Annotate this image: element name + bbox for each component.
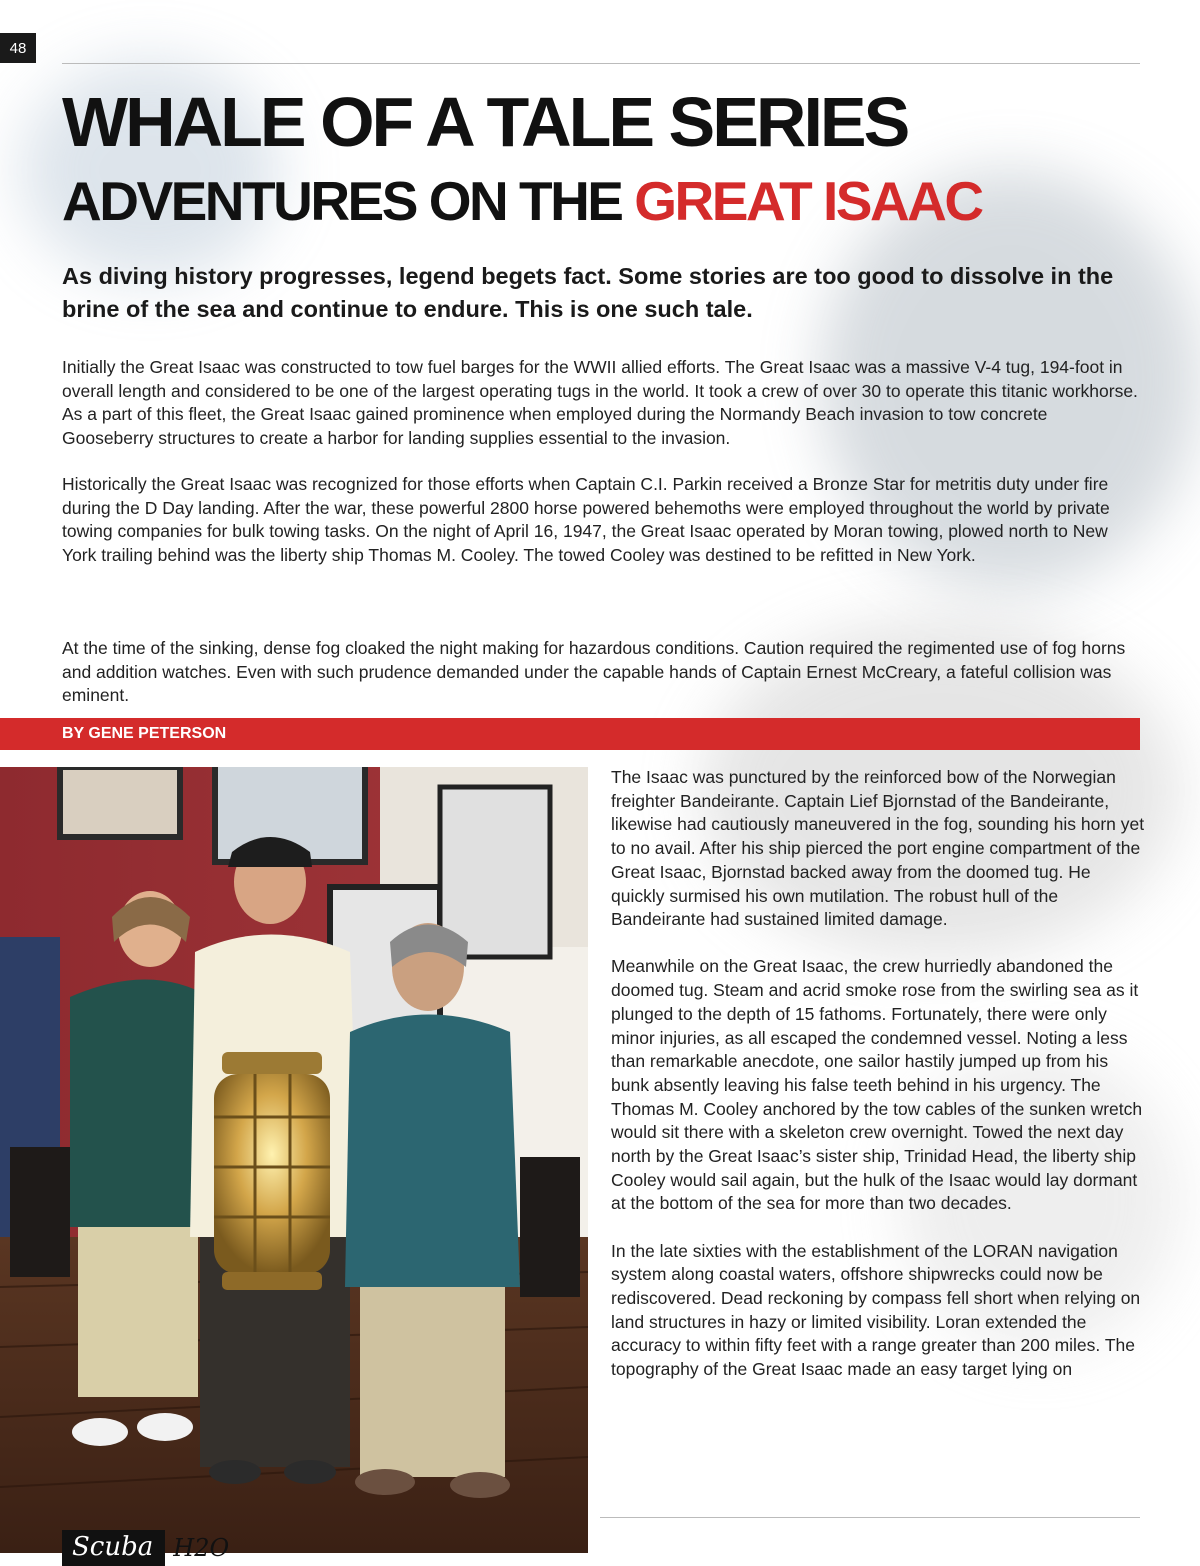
article-title-prefix: ADVENTURES ON THE (62, 170, 635, 232)
lede-paragraph: As diving history progresses, legend begets fact. Some stories are too good to dissolve in the brine of the sea and continue to endure. This is one such tale. (62, 263, 1114, 322)
column-paragraph: Meanwhile on the Great Isaac, the crew hurriedly abandoned the doomed tug. Steam and acrid smoke rose from the swirling sea as it plunged to the depth of 15 fathoms. Fortunately, there were only minor injuries, as all escaped the condemned vessel. Noting a less than remarkable anecdote, one sailor hastily jumped up from his bunk absently leaving his false teeth behind in his urgency. The Thomas M. Cooley anchored by the tow cables of the sunken wretch would sit there with a skeleton crew overnight. Towed the next day north by the Great Isaac’s sister ship, Trinidad Head, the liberty ship Cooley would sail again, but the hulk of the Isaac would lay dormant at the bottom of the sea for more than two decades. (611, 956, 1143, 1214)
article-title-accent: GREAT ISAAC (634, 170, 982, 232)
magazine-logo (62, 1530, 229, 1566)
byline-bar (0, 718, 1140, 750)
page-number: 48 (0, 33, 36, 63)
intro-paragraph: Historically the Great Isaac was recognized for those efforts when Captain C.I. Parkin received a Bronze Star for metritis duty under fire during the D Day landing. After the war, these powerful 2800 horse powered behemoths were employed throughout the world by private towing companies for bulk towing tasks. On the night of April 16, 1947, the Great Isaac operated by Moran towing, plowed north to New York trailing behind was the liberty ship Thomas M. Cooley. The towed Cooley was destined to be refitted in New York. (62, 474, 1110, 566)
top-divider (62, 63, 1140, 64)
photo-illustration (0, 767, 588, 1553)
column-paragraph: The Isaac was punctured by the reinforced bow of the Norwegian freighter Bandeirante. Captain Lief Bjornstad of the Bandeirante, likewise had cautiously maneuvered in the fog, sounding his horn yet to no avail. After his ship pierced the port engine compartment of the Great Isaac, Bjornstad backed away from the doomed tug. He quickly surmised his own mutilation. The robust hull of the Bandeirante had sustained limited damage. (611, 767, 1145, 930)
bottom-divider (600, 1517, 1140, 1518)
intro-paragraph: At the time of the sinking, dense fog cloaked the night making for hazardous conditions. Caution required the regimented use of fog horns and addition watches. Even with such prudence demanded under the capable hands of Captain Ernest McCreary, a fateful collision was eminent. (62, 638, 1126, 706)
byline: BY GENE PETERSON (62, 725, 227, 742)
article-title (62, 170, 982, 232)
series-title: WHALE OF A TALE SERIES (62, 83, 908, 161)
logo-h2o: H2O (173, 1534, 230, 1562)
logo-scuba: Scuba (62, 1530, 165, 1566)
article-column (611, 766, 1146, 1405)
intro-paragraph: Initially the Great Isaac was constructed to tow fuel barges for the WWII allied efforts. The Great Isaac was a massive V-4 tug, 194-foot in overall length and considered to be one of the largest operating tugs in the world. It took a crew of over 30 to operate this titanic workhorse. As a part of this fleet, the Great Isaac gained prominence when employed during the Normandy Beach invasion to tow concrete Gooseberry structures to create a harbor for landing supplies essential to the invasion. (62, 357, 1138, 449)
article-photo (0, 767, 588, 1553)
column-paragraph: In the late sixties with the establishment of the LORAN navigation system along coastal waters, offshore shipwrecks could now be rediscovered. Dead reckoning by compass fell short when relying on land structures in hazy or limited visibility. Loran extended the accuracy to within fifty feet with a range greater than 200 miles. The topography of the Great Isaac made an easy target lying on (611, 1240, 1141, 1380)
